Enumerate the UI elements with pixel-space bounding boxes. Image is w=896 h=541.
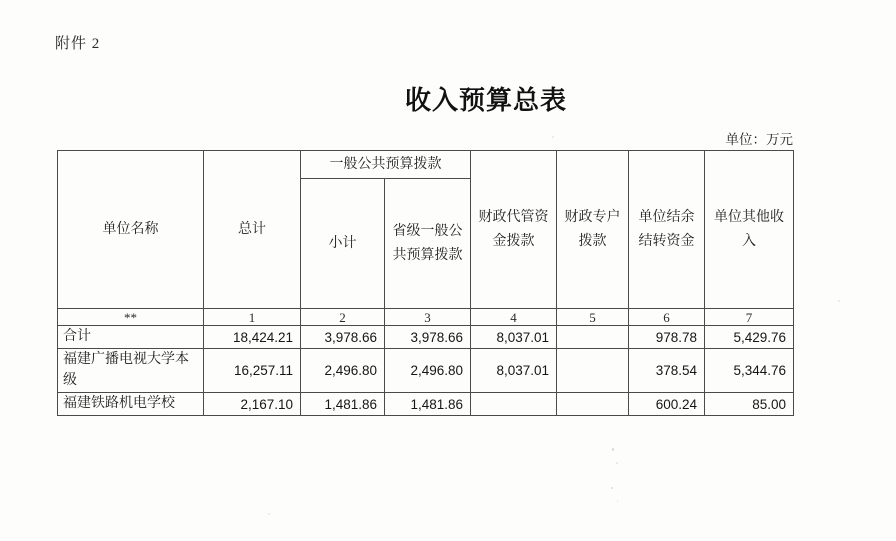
row-name: 福建铁路机电学校 [58,392,204,415]
header-unit-name: 单位名称 [58,151,204,309]
index-cell: 1 [204,309,301,326]
scan-speckle [612,448,614,451]
table-row-open-university [58,349,794,393]
value-cell: 1,481.86 [301,392,385,415]
value-cell: 5,429.76 [705,326,794,349]
value-cell [471,392,557,415]
value-cell: 600.24 [629,392,705,415]
value-cell: 18,424.21 [204,326,301,349]
value-cell: 2,496.80 [301,349,385,393]
value-cell [557,392,629,415]
income-budget-table [57,150,794,416]
value-cell [557,326,629,349]
header-general-public-budget-group: 一般公共预算拨款 [301,151,471,179]
value-cell: 1,481.86 [385,392,471,415]
value-cell: 3,978.66 [385,326,471,349]
unit-note: 单位：万元 [725,132,793,147]
table-row-railway-school [58,392,794,415]
table-row-total [58,326,794,349]
value-cell: 8,037.01 [471,349,557,393]
value-cell: 8,037.01 [471,326,557,349]
value-cell: 978.78 [629,326,705,349]
header-unit-other-income: 单位其他收入 [705,151,794,309]
table-header-group-row [58,151,794,179]
page-title: 收入预算总表 [404,86,567,115]
index-cell: 5 [557,309,629,326]
header-subtotal: 小计 [301,179,385,309]
scan-speckle [616,462,618,464]
index-cell: ** [58,309,204,326]
scan-speckle [838,300,840,302]
index-cell: 3 [385,309,471,326]
value-cell: 5,344.76 [705,349,794,393]
header-provincial-general-budget: 省级一般公共预算拨款 [385,179,471,309]
index-cell: 6 [629,309,705,326]
row-name: 合计 [58,326,204,349]
column-index-row [58,309,794,326]
index-cell: 7 [705,309,794,326]
value-cell: 378.54 [629,349,705,393]
value-cell: 85.00 [705,392,794,415]
scan-speckle [268,513,270,515]
scan-speckle [552,136,554,138]
scan-speckle [617,500,618,502]
index-cell: 4 [471,309,557,326]
value-cell: 2,167.10 [204,392,301,415]
value-cell [557,349,629,393]
header-unit-surplus-carryover: 单位结余结转资金 [629,151,705,309]
value-cell: 3,978.66 [301,326,385,349]
attachment-label: 附件 2 [55,36,101,52]
header-fiscal-custody-funds: 财政代管资金拨款 [471,151,557,309]
row-name: 福建广播电视大学本级 [58,349,204,393]
value-cell: 16,257.11 [204,349,301,393]
header-fiscal-special-account: 财政专户拨款 [557,151,629,309]
scan-speckle [611,487,613,489]
index-cell: 2 [301,309,385,326]
header-total: 总计 [204,151,301,309]
value-cell: 2,496.80 [385,349,471,393]
